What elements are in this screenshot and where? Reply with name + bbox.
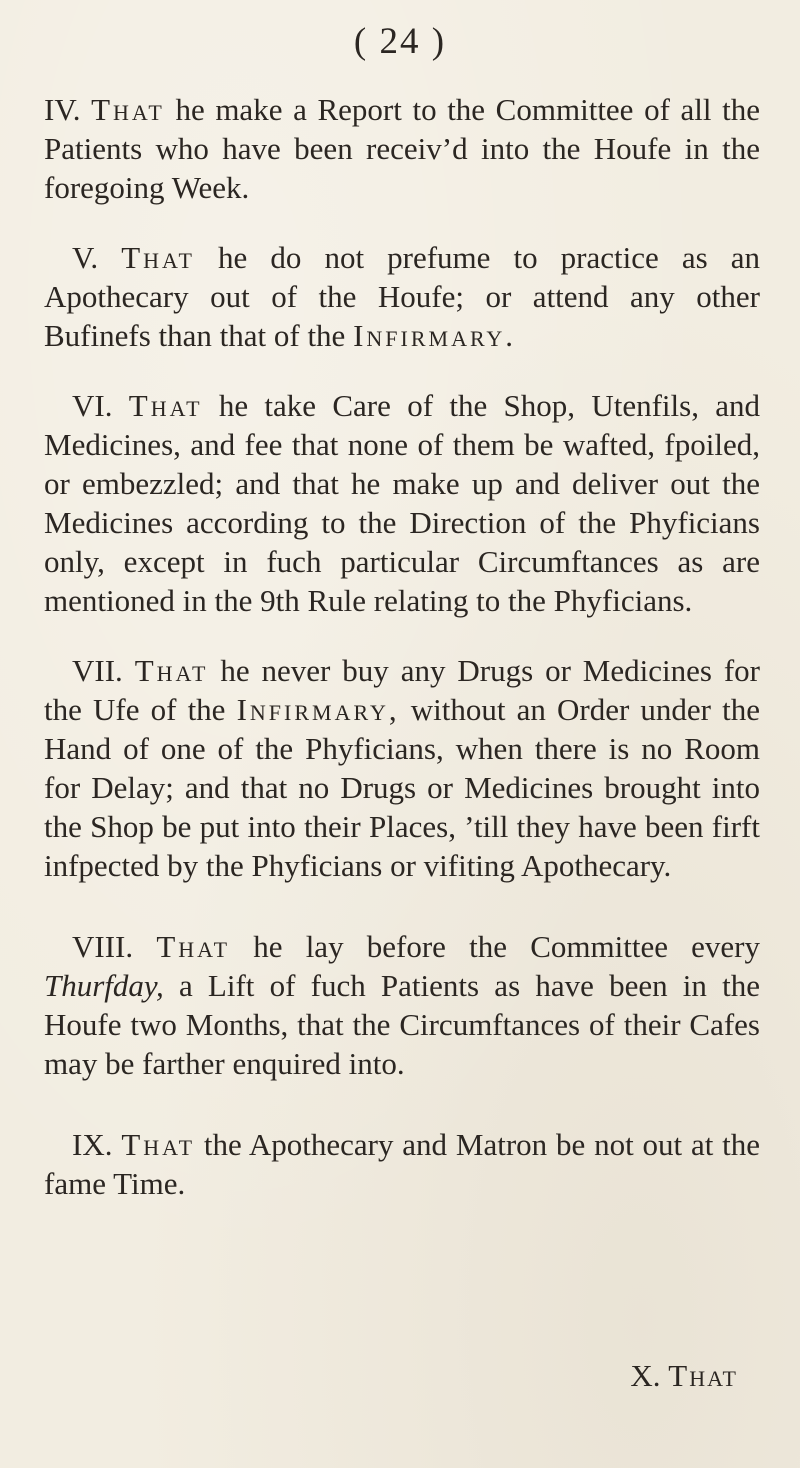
rule-text: he never buy any Drugs or Medicines for the Ufe of the [44, 653, 760, 727]
rule-that: That [156, 929, 231, 964]
rule-that: That [128, 388, 203, 423]
catchword-that: That [668, 1358, 738, 1393]
rule-numeral: IX. [72, 1127, 113, 1162]
rule-text-continued: a Lift of fuch Patients as have been in the Houfe two Months, that the Circumftances of their Cafes may be farther enquired into. [44, 968, 760, 1081]
rule-numeral: V. [72, 240, 99, 275]
body-text [44, 90, 760, 1248]
rule-numeral: VIII. [72, 929, 134, 964]
rule-text: he lay before the Committee every [253, 929, 760, 964]
rule-ix [44, 1125, 760, 1203]
rule-text: the Apothecary and Matron be not out at the fame Time. [44, 1127, 761, 1201]
rule-text-continued: without an Order under the Hand of one of the Phyficians, when there is no Room for Delay; and that no Drugs or Medicines brought into the Shop be put into their Places, ’till they have been firft infpected by the Phyficians or vifiting Apothecary. [44, 692, 761, 883]
rule-numeral: IV. [44, 92, 81, 127]
rule-that: That [91, 92, 165, 127]
rule-numeral: VII. [72, 653, 123, 688]
rule-vii [44, 651, 760, 885]
rule-caps-word: Infirmary, [236, 692, 400, 727]
rule-numeral: VI. [72, 388, 113, 423]
rule-v [44, 238, 760, 355]
rule-that: That [121, 1127, 196, 1162]
page-number: ( 24 ) [353, 21, 447, 62]
rule-text: he take Care of the Shop, Utenfils, and Medicines, and fee that none of them be wafted, fpoiled, or embezzled; and that he make up and deliver out the Medicines according to the Direction of the Phyficians only, except in fuch particular Circumftances as are mentioned in the 9th Rule relating to the Phyficians. [44, 388, 761, 618]
rule-that: That [121, 240, 195, 275]
rule-that: That [134, 653, 209, 688]
rule-viii [44, 927, 760, 1083]
rule-caps-word: Infirmary. [353, 318, 517, 353]
catchword [630, 1358, 738, 1394]
catchword-numeral: X. [630, 1358, 661, 1393]
rule-iv [44, 90, 760, 207]
rule-vi [44, 386, 760, 620]
rule-italic-word: Thurfday, [44, 968, 164, 1003]
rule-text: he make a Report to the Committee of all the Patients who have been receiv’d into the Houfe in the foregoing Week. [44, 92, 760, 205]
rule-text: he do not prefume to practice as an Apothecary out of the Houfe; or attend any other Bufinefs than that of the [44, 240, 760, 353]
